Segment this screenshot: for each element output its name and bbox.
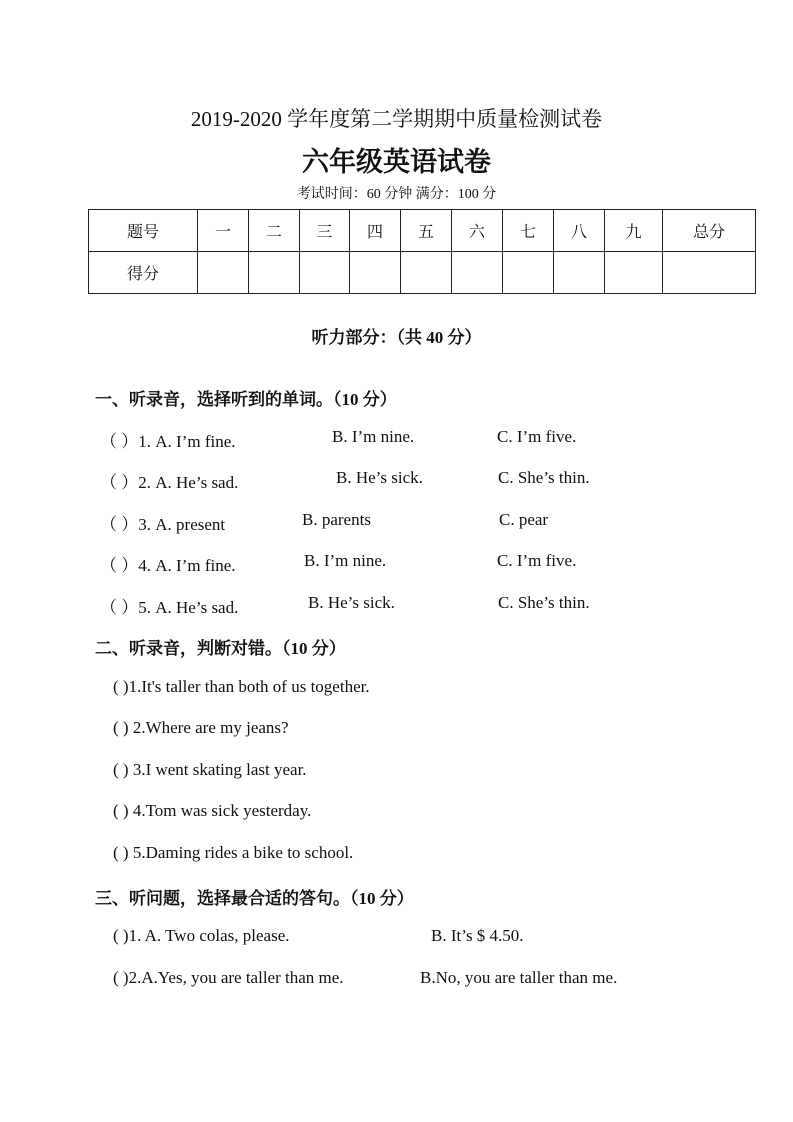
section-1-title: 一、听录音，选择听到的单词。（10 分） (95, 390, 397, 409)
option-c: C. pear (499, 510, 549, 529)
score-cell[interactable] (663, 252, 756, 294)
question-text: （ ）1. A. I’m fine. (100, 432, 236, 451)
question-text: ( )1.It's taller than both of us together. (113, 677, 370, 696)
question-text: ( ) 5.Daming rides a bike to school. (113, 843, 354, 862)
score-table-header-row (89, 210, 756, 252)
table-cell: 五 (401, 210, 452, 252)
score-cell[interactable] (300, 252, 350, 294)
score-cell[interactable] (452, 252, 503, 294)
score-cell[interactable] (605, 252, 663, 294)
score-cell[interactable] (554, 252, 605, 294)
exam-info: 考试时间：60 分钟 满分：100 分 (296, 187, 497, 202)
score-table (88, 209, 756, 294)
table-cell: 总分 (663, 210, 756, 252)
question-text: （ ）5. A. He’s sad. (100, 598, 239, 617)
score-cell[interactable] (401, 252, 452, 294)
table-cell: 八 (554, 210, 605, 252)
option-b: B. He’s sick. (308, 593, 395, 612)
option-c: C. She’s thin. (498, 468, 590, 487)
section-2-title: 二、听录音，判断对错。（10 分） (95, 639, 346, 658)
question-text: （ ）2. A. He’s sad. (100, 473, 239, 492)
listening-part-title: 听力部分：（共 40 分） (311, 328, 482, 347)
question-text: ( ) 2.Where are my jeans? (113, 718, 289, 737)
score-cell[interactable] (198, 252, 249, 294)
score-cell[interactable] (503, 252, 554, 294)
option-b: B. parents (302, 510, 371, 529)
section-3-title: 三、听问题，选择最合适的答句。（10 分） (95, 889, 414, 908)
option-c: C. I’m five. (497, 427, 577, 446)
option-c: C. She’s thin. (498, 593, 590, 612)
option-b: B. He’s sick. (336, 468, 423, 487)
score-table-score-row (89, 252, 756, 294)
table-cell: 四 (350, 210, 401, 252)
table-cell: 一 (198, 210, 249, 252)
option-c: C. I’m five. (497, 551, 577, 570)
table-cell: 得分 (89, 252, 198, 294)
question-text: ( ) 3.I went skating last year. (113, 760, 307, 779)
table-cell: 三 (300, 210, 350, 252)
option-b: B.No, you are taller than me. (420, 968, 618, 987)
option-b: B. I’m nine. (332, 427, 415, 446)
table-cell: 六 (452, 210, 503, 252)
question-text: ( )2.A.Yes, you are taller than me. (113, 968, 344, 987)
question-text: ( ) 4.Tom was sick yesterday. (113, 801, 312, 820)
question-text: （ ）3. A. present (100, 515, 226, 534)
question-text: ( )1. A. Two colas, please. (113, 926, 290, 945)
exam-subtitle: 六年级英语试卷 (302, 147, 491, 177)
table-cell: 题号 (89, 210, 198, 252)
option-b: B. It’s $ 4.50. (431, 926, 524, 945)
table-cell: 九 (605, 210, 663, 252)
score-cell[interactable] (249, 252, 300, 294)
question-text: （ ）4. A. I’m fine. (100, 556, 236, 575)
table-cell: 七 (503, 210, 554, 252)
option-b: B. I’m nine. (304, 551, 387, 570)
table-cell: 二 (249, 210, 300, 252)
exam-title: 2019-2020 学年度第二学期期中质量检测试卷 (190, 107, 603, 131)
score-cell[interactable] (350, 252, 401, 294)
